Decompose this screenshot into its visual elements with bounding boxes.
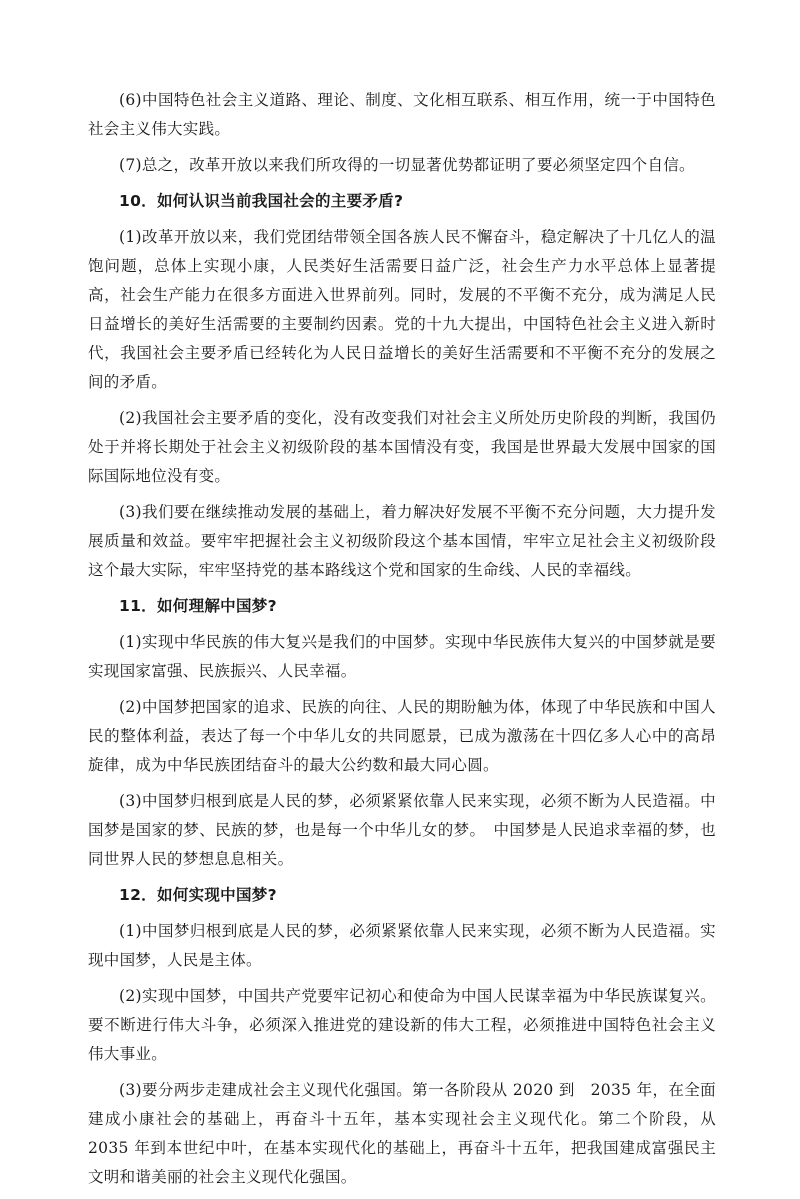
paragraph-q10-3: (3)我们要在继续推动发展的基础上，着力解决好发展不平衡不充分问题，大力提升发展质量和效益。要牢牢把握社会主义初级阶段这个基本国情，牢牢立足社会主义初级阶段这个最大实际，牢牢坚持党的基本路线这个党和国家的生命线、人民的幸福线。 [88, 503, 716, 579]
paragraph-q12-3: (3)要分两步走建成社会主义现代化强国。第一各阶段从 2020 到 2035 年，在全面建成小康社会的基础上，再奋斗十五年，基本实现社会主义现代化。第二个阶段，从 2035 年到本世纪中叶，在基本实现代化的基础上，再奋斗十五年，把我国建成富强民主文明和谐美丽的社会主义现代化强国。 [88, 1081, 716, 1186]
document-page [88, 86, 716, 1199]
paragraph-q11-2: (2)中国梦把国家的追求、民族的向往、人民的期盼触为体，体现了中华民族和中国人民的整体利益，表达了每一个中华儿女的共同愿景，已成为激荡在十四亿多人心中的高昂旋律，成为中华民族团结奋斗的最大公约数和最大同心圆。 [88, 698, 716, 774]
heading-q11: 11．如何理解中国梦? [119, 597, 277, 615]
paragraph-q11-1: (1)实现中华民族的伟大复兴是我们的中国梦。实现中华民族伟大复兴的中国梦就是要实现国家富强、民族振兴、人民幸福。 [88, 633, 716, 680]
paragraph-q10-1: (1)改革开放以来，我们党团结带领全国各族人民不懈奋斗，稳定解决了十几亿人的温饱问题，总体上实现小康，人民类好生活需要日益广泛，社会生产力水平总体上显著提高，社会生产能力在很多方面进入世界前列。同时，发展的不平衡不充分，成为满足人民日益增长的美好生活需要的主要制约因素。党的十九大提出，中国特色社会主义进入新时代，我国社会主要矛盾已经转化为人民日益增长的美好生活需要和不平衡不充分的发展之间的矛盾。 [88, 228, 716, 391]
paragraph-q10-2: (2)我国社会主要矛盾的变化，没有改变我们对社会主义所处历史阶段的判断，我国仍处于并将长期处于社会主义初级阶段的基本国情没有变，我国是世界最大发展中国家的国际国际地位没有变。 [88, 409, 716, 485]
heading-q12: 12．如何实现中国梦? [119, 886, 277, 904]
paragraph-q12-1: (1)中国梦归根到底是人民的梦，必须紧紧依靠人民来实现，必须不断为人民造福。实现中国梦，人民是主体。 [88, 922, 716, 969]
paragraph-q12-2: (2)实现中国梦，中国共产党要牢记初心和使命为中国人民谋幸福为中华民族谋复兴。要不断进行伟大斗争，必须深入推进党的建设新的伟大工程，必须推进中国特色社会主义伟大事业。 [88, 987, 716, 1063]
paragraph-q11-3: (3)中国梦归根到底是人民的梦，必须紧紧依靠人民来实现，必须不断为人民造福。中国梦是国家的梦、民族的梦，也是每一个中华儿女的梦。 中国梦是人民追求幸福的梦，也同世界人民的梦想息息相关。 [88, 792, 716, 868]
paragraph-7-four-confidences: (7)总之，改革开放以来我们所攻得的一切显著优势都证明了要必须坚定四个自信。 [119, 156, 695, 174]
heading-q10: 10．如何认识当前我国社会的主要矛盾? [119, 192, 404, 210]
paragraph-6-road-theory: (6)中国特色社会主义道路、理论、制度、文化相互联系、相互作用，统一于中国特色社会主义伟大实践。 [88, 91, 716, 138]
